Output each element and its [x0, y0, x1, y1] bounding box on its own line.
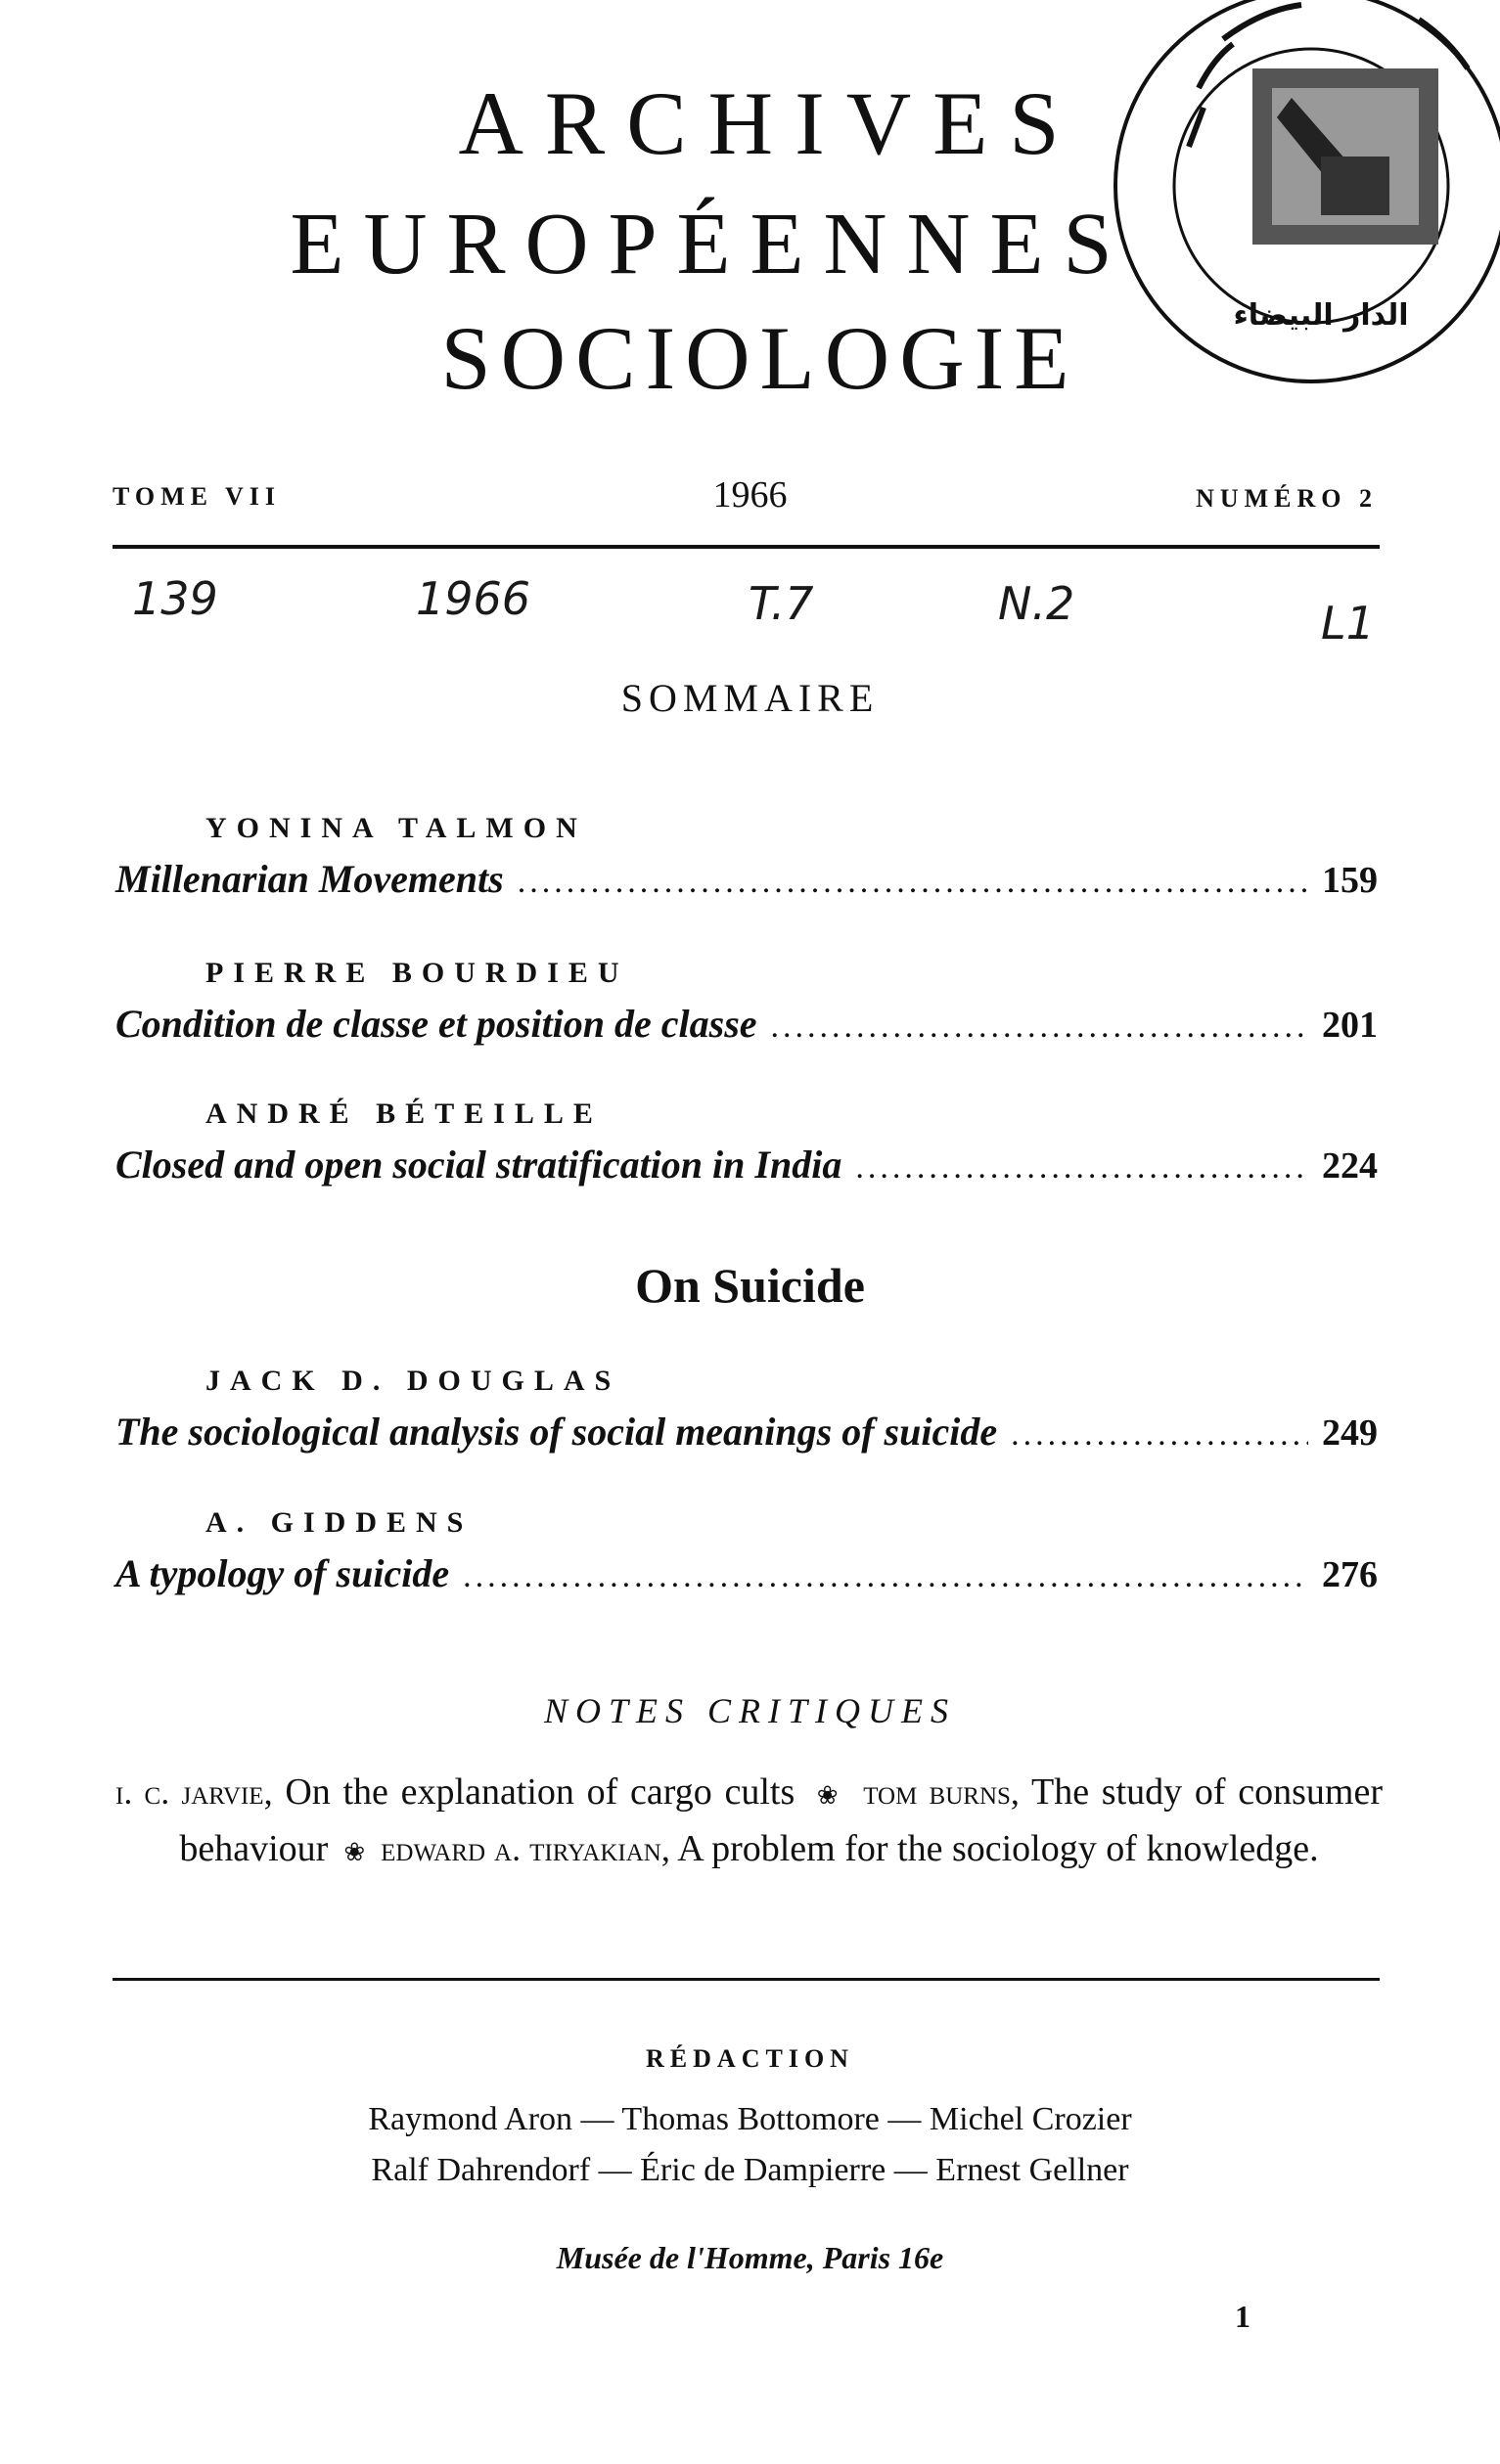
handwritten-note-2: 1966: [416, 572, 531, 625]
section-heading: On Suicide: [635, 1258, 865, 1313]
toc-entry[interactable]: [115, 856, 1378, 905]
toc-entry[interactable]: [115, 1142, 1378, 1190]
handwritten-note-4: N.2: [998, 577, 1075, 630]
sommaire-heading: SOMMAIRE: [620, 676, 880, 720]
bottom-rule: [113, 1978, 1380, 1981]
issue-numero: NUMÉRO 2: [1196, 484, 1378, 513]
notes-text-2: The study of consumer behaviour: [179, 1771, 1383, 1869]
entry-title: The sociological analysis of social meanings of suicide: [115, 1410, 998, 1454]
stamp-text: الدار البيضاء: [1233, 298, 1409, 333]
notes-author-2: tom burns,: [863, 1772, 1020, 1812]
entry-page: 224: [1322, 1145, 1378, 1187]
dot-leader: [855, 1149, 1308, 1187]
entry-page: 276: [1322, 1554, 1378, 1595]
redaction-heading: RÉDACTION: [646, 2044, 854, 2073]
separator-icon: ❀: [337, 1838, 372, 1866]
issue-year: 1966: [712, 474, 788, 515]
notes-text-3: A problem for the sociology of knowledge.: [677, 1828, 1319, 1869]
toc-entry[interactable]: [115, 1409, 1378, 1457]
top-rule: [113, 545, 1380, 549]
toc-entry[interactable]: [115, 1001, 1378, 1050]
entry-page: 159: [1322, 860, 1378, 901]
notes-author-1: i. c. jarvie,: [115, 1772, 273, 1812]
dot-leader: [771, 1008, 1308, 1046]
entry-author: YONINA TALMON: [205, 812, 587, 844]
masthead-line-2: EUROPÉENNES: [290, 196, 1132, 292]
toc-entry[interactable]: [115, 1550, 1378, 1599]
redaction-line-2: Ralf Dahrendorf — Éric de Dampierre — Ernest Gellner: [371, 2152, 1129, 2188]
stamp-seal-icon: [1106, 0, 1500, 391]
handwritten-note-5: L1: [1321, 597, 1375, 650]
page-number: 1: [1235, 2299, 1250, 2334]
entry-page: 201: [1322, 1005, 1378, 1046]
notes-heading: NOTES CRITIQUES: [543, 1691, 956, 1730]
entry-author: PIERRE BOURDIEU: [205, 957, 629, 989]
masthead-line-1: ARCHIVES: [458, 73, 1081, 173]
separator-icon: ❀: [806, 1781, 851, 1810]
dot-leader: [463, 1558, 1308, 1595]
entry-author: ANDRÉ BÉTEILLE: [205, 1098, 603, 1130]
dot-leader: [518, 864, 1308, 901]
entry-title: Condition de classe et position de classe: [115, 1002, 757, 1046]
entry-page: 249: [1322, 1412, 1378, 1454]
redaction-line-1: Raymond Aron — Thomas Bottomore — Michel Crozier: [368, 2101, 1132, 2137]
entry-title: Closed and open social stratification in India: [115, 1142, 842, 1187]
notes-text-1: On the explanation of cargo cults: [285, 1771, 795, 1813]
entry-title: A typology of suicide: [115, 1551, 450, 1595]
dot-leader: [1011, 1416, 1308, 1454]
redaction-address: Musée de l'Homme, Paris 16e: [556, 2240, 944, 2275]
entry-author: JACK D. DOUGLAS: [205, 1365, 621, 1397]
entry-title: Millenarian Movements: [115, 857, 504, 901]
handwritten-note-1: 139: [132, 572, 218, 625]
entry-author: A. GIDDENS: [205, 1506, 474, 1539]
handwritten-note-3: T.7: [749, 577, 814, 630]
notes-author-3: edward a. tiryakian,: [381, 1829, 670, 1868]
masthead-line-3: SOCIOLOGIE: [440, 308, 1079, 408]
issue-tome: TOME VII: [113, 482, 282, 511]
notes-paragraph: [115, 1766, 1383, 1879]
library-stamp: [1106, 0, 1500, 391]
